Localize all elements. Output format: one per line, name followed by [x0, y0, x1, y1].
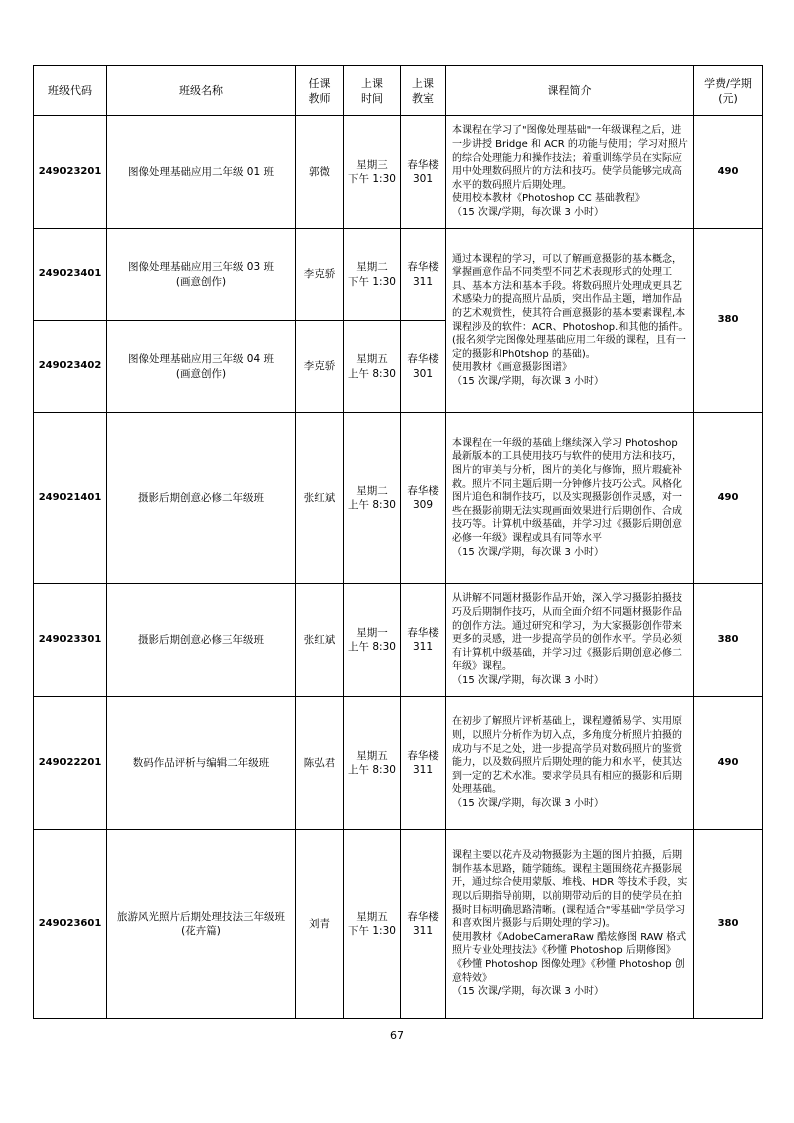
description-textbook: 使用校本教材《Photoshop CC 基础教程》	[452, 193, 645, 205]
header-class-code: 班级代码	[34, 66, 107, 116]
teacher: 张红斌	[296, 413, 344, 584]
class-code: 249023402	[34, 321, 107, 413]
table-row	[34, 413, 763, 584]
class-name	[107, 321, 296, 413]
header-room: 上课 教室	[401, 66, 446, 116]
header-description: 课程简介	[446, 66, 694, 116]
classroom: 春华楼 311	[401, 830, 446, 1019]
class-name	[107, 229, 296, 321]
class-name-line: 图像处理基础应用二年级 01 班	[127, 165, 275, 178]
description-schedule: （15 次课/学期，每次课 3 小时）	[452, 206, 604, 218]
description-text: 本课程在一年级的基础上继续深入学习 Photoshop 最新版本的工具使用技巧与软件的使用方法和技巧，图片的审美与分析，图片的美化与修饰，照片瑕疵补救。照片不同主题后期一分钟修片技巧公式。风格化图片追色和制作技巧，以及实现摄影创作灵感，对一些在摄影前期无法实现画面效果进行后期创作、合成技巧等。计算机中级基础，并学习过《摄影后期创意必修一年级》课程或具有同等水平	[452, 437, 682, 544]
classroom: 春华楼 311	[401, 229, 446, 321]
class-code: 249023401	[34, 229, 107, 321]
description-schedule: （15 次课/学期，每次课 3 小时）	[452, 375, 604, 387]
class-name	[107, 413, 296, 584]
table-header-row	[34, 66, 763, 116]
class-code: 249022201	[34, 697, 107, 830]
class-code: 249023601	[34, 830, 107, 1019]
class-name	[107, 697, 296, 830]
class-time: 星期二 上午 8:30	[344, 413, 401, 584]
class-time: 星期一 上午 8:30	[344, 584, 401, 697]
header-time: 上课 时间	[344, 66, 401, 116]
teacher: 陈弘君	[296, 697, 344, 830]
course-description	[446, 584, 694, 697]
class-name-subtitle: (花卉篇)	[181, 925, 221, 937]
description-schedule: （15 次课/学期，每次课 3 小时）	[452, 797, 604, 809]
header-fee: 学费/学期 (元)	[694, 66, 763, 116]
description-schedule: （15 次课/学期，每次课 3 小时）	[452, 986, 604, 998]
classroom: 春华楼 311	[401, 584, 446, 697]
fee: 380	[694, 830, 763, 1019]
table-row	[34, 830, 763, 1019]
header-teacher: 任课 教师	[296, 66, 344, 116]
class-name-subtitle: (画意创作)	[175, 367, 227, 380]
classroom: 春华楼 301	[401, 116, 446, 229]
description-text: 从讲解不同题材摄影作品开始，深入学习摄影拍摄技巧及后期制作技巧，从而全面介绍不同题材摄影作品的创作方法。通过研究和学习，为大家摄影创作带来更多的灵感，进一步提高学员的创作水平。学员必须有计算机中级基础，并学习过《摄影后期创意必修二年级》课程。	[452, 593, 682, 673]
description-textbook: 使用教材《画意摄影图谱》	[452, 362, 572, 374]
course-description	[446, 116, 694, 229]
fee: 380	[694, 229, 763, 413]
class-name-line: 摄影后期创意必修二年级班	[138, 491, 264, 504]
table-row	[34, 584, 763, 697]
description-text: 课程主要以花卉及动物摄影为主题的图片拍摄，后期制作基本思路，随学随练。课程主题围绕花卉摄影展开，通过综合使用蒙版、堆栈、HDR 等技术手段，实现以后期指导前期，以前期带动后的目的使学员在拍摄时目标明确思路清晰。(课程适合"零基础"学员学习和喜欢图片摄影与后期处理的学习)。	[452, 850, 688, 930]
class-time: 星期五 下午 1:30	[344, 830, 401, 1019]
classroom: 春华楼 301	[401, 321, 446, 413]
class-name-line: 摄影后期创意必修三年级班	[138, 633, 264, 646]
course-description	[446, 830, 694, 1019]
teacher: 李克骄	[296, 321, 344, 413]
teacher: 张红斌	[296, 584, 344, 697]
classroom: 春华楼 309	[401, 413, 446, 584]
class-name-line: 图像处理基础应用三年级 04 班	[127, 353, 275, 365]
classroom: 春华楼 311	[401, 697, 446, 830]
teacher: 刘青	[296, 830, 344, 1019]
description-text: 在初步了解照片评析基础上，课程遵循易学、实用原则，以照片分析作为切入点，多角度分析照片拍摄的成功与不足之处，进一步提高学员对数码照片的鉴赏能力，以及数码照片后期处理的能力和水平，使其达到一定的艺术水准。要求学员具有相应的摄影和后期处理基础。	[452, 716, 682, 796]
class-name-subtitle: (画意创作)	[175, 275, 227, 288]
description-textbook: 使用教材《AdobeCameraRaw 酷炫修图 RAW 格式照片专业处理技法》《秒懂 Photoshop 后期修图》《秒懂 Photoshop 图像处理》《秒懂 Photoshop 创意特效》	[452, 931, 687, 984]
course-table	[33, 65, 763, 1019]
class-time: 星期三 下午 1:30	[344, 116, 401, 229]
class-name	[107, 584, 296, 697]
table-row	[34, 697, 763, 830]
teacher: 李克骄	[296, 229, 344, 321]
description-text: 通过本课程的学习，可以了解画意摄影的基本概念，掌握画意作品不同类型不同艺术表现形式的处理工具、基本方法和基本手段。将数码照片处理成更具艺术感染力的提高照片品质，突出作品主题，增加作品的艺术观赏性，使其符合画意摄影的基本要素课程,本课程涉及的软件：ACR、Photoshop.和其他的插件。(报名须学完图像处理基础应用二年级的课程，且有一定的摄影和Ph0tshop 的基础)。	[452, 253, 689, 360]
class-time: 星期五 上午 8:30	[344, 321, 401, 413]
description-schedule: （15 次课/学期，每次课 3 小时）	[452, 546, 604, 558]
class-name-line: 图像处理基础应用三年级 03 班	[127, 261, 275, 273]
fee: 490	[694, 697, 763, 830]
class-name-line: 旅游风光照片后期处理技法三年级班	[117, 910, 285, 923]
header-class-name: 班级名称	[107, 66, 296, 116]
class-code: 249021401	[34, 413, 107, 584]
class-time: 星期二 下午 1:30	[344, 229, 401, 321]
course-description	[446, 413, 694, 584]
class-name	[107, 116, 296, 229]
page-number: 67	[390, 1029, 404, 1042]
class-code: 249023301	[34, 584, 107, 697]
table-row	[34, 116, 763, 229]
table-row	[34, 229, 763, 321]
fee: 380	[694, 584, 763, 697]
description-text: 本课程在学习了"图像处理基础"一年级课程之后，进一步讲授 Bridge 和 ACR 的功能与使用；学习对照片的综合处理能力和操作技法；着重训练学员在实际应用中处理数码照片的方法和技巧。使学员能够完成高水平的数码照片后期处理。	[452, 125, 688, 191]
course-description	[446, 229, 694, 413]
class-name	[107, 830, 296, 1019]
teacher: 郭微	[296, 116, 344, 229]
fee: 490	[694, 116, 763, 229]
class-name-line: 数码作品评析与编辑二年级班	[132, 756, 270, 769]
fee: 490	[694, 413, 763, 584]
class-time: 星期五 上午 8:30	[344, 697, 401, 830]
class-code: 249023201	[34, 116, 107, 229]
course-description	[446, 697, 694, 830]
description-schedule: （15 次课/学期，每次课 3 小时）	[452, 674, 604, 686]
